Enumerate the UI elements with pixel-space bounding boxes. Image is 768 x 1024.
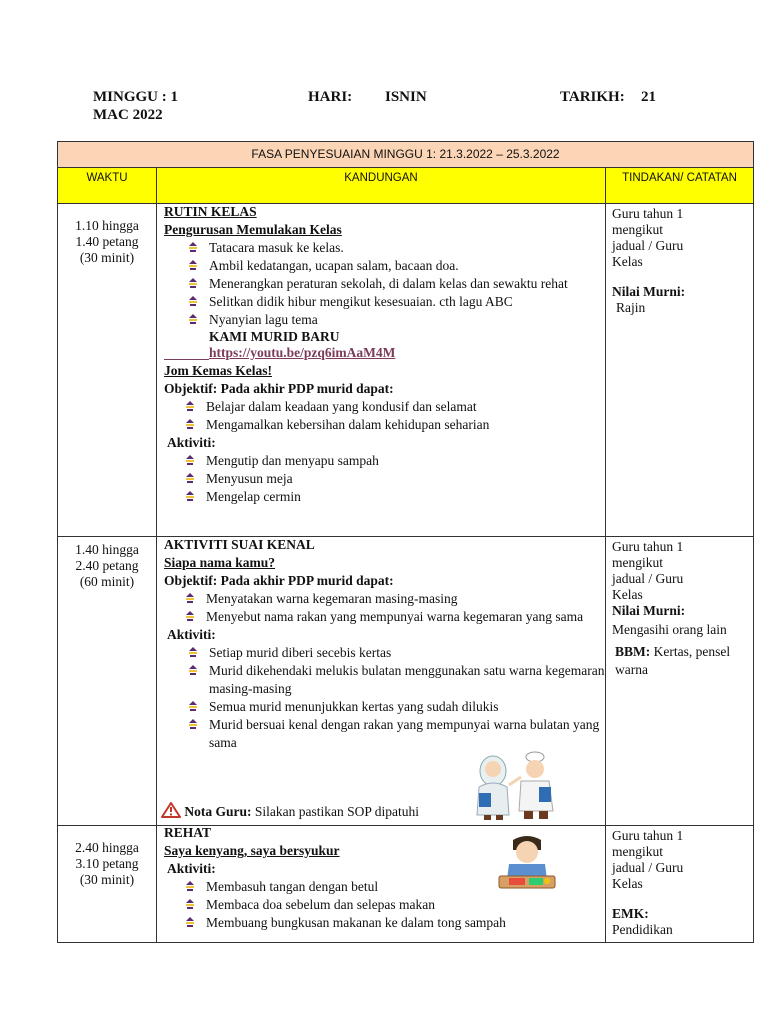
list-item: Menyebut nama rakan yang mempunyai warna kegemaran yang sama [181,608,605,626]
bullet-icon [185,881,195,891]
col-header-kandungan: KANDUNGAN [157,168,606,204]
nota-guru-label: Nota Guru: [184,804,252,819]
list-item: Ambil kedatangan, ucapan salam, bacaan doa. [184,257,605,275]
kandungan-cell [157,537,606,826]
objektif-label: Objektif: Pada akhir PDP murid dapat: [164,381,394,396]
table-row [58,537,754,826]
row-subheading: Saya kenyang, saya bersyukur [164,843,340,858]
table-title: FASA PENYESUAIAN MINGGU 1: 21.3.2022 – 25.3.2022 [58,142,754,168]
aktiviti-label: Aktiviti: [167,627,216,642]
lesson-plan-table [57,141,754,943]
row-subheading-2: Jom Kemas Kelas! [164,363,272,378]
bullet-icon [185,593,195,603]
bullet-icon [188,647,198,657]
list-item: Murid bersuai kenal dengan rakan yang mempunyai warna bulatan yang sama [184,716,605,752]
list-item: Belajar dalam keadaan yang kondusif dan selamat [181,398,605,416]
bullet-icon [185,473,195,483]
bbm-line: BBM: Kertas, pensel warna [615,644,731,677]
bullet-icon [188,701,198,711]
list-item: Selitkan didik hibur mengikut kesesuaian. cth lagu ABC [184,293,605,311]
aktiviti-label: Aktiviti: [167,435,216,450]
nota-guru-text: Silakan pastikan SOP dipatuhi [254,804,419,819]
nota-guru-line [161,802,419,821]
tindakan-cell: Guru tahun 1 mengikut jadual / Guru Kelas Nilai Murni: Rajin [606,204,754,537]
row-subheading: Pengurusan Memulakan Kelas [164,222,342,237]
list-item: Mengutip dan menyapu sampah [181,452,605,470]
tarikh-value: 21 [641,89,656,105]
bullet-icon [188,665,198,675]
objektif-label: Objektif: Pada akhir PDP murid dapat: [164,573,394,588]
waktu-cell: 1.10 hingga 1.40 petang (30 minit) [58,204,157,537]
list-item: Setiap murid diberi secebis kertas [184,644,605,662]
list-item: Membasuh tangan dengan betul [181,878,605,896]
list-item: Membaca doa sebelum dan selepas makan [181,896,605,914]
hari-label: HARI: [308,89,353,105]
row-heading: RUTIN KELAS [164,204,257,219]
emk-value: Pendidikan [612,922,673,937]
hari-value: ISNIN [385,89,427,105]
table-row [58,826,754,943]
bullet-icon [185,455,195,465]
tarikh-label: TARIKH: [560,89,625,105]
list-item: Tatacara masuk ke kelas. [184,239,605,257]
list-item: Membuang bungkusan makanan ke dalam tong sampah [181,914,605,932]
bullet-icon [185,491,195,501]
list-item: Menyusun meja [181,470,605,488]
list-item: Menyatakan warna kegemaran masing-masing [181,590,605,608]
bullet-icon [185,611,195,621]
list-item: Menerangkan peraturan sekolah, di dalam kelas dan sewaktu rehat [184,275,605,293]
col-header-tindakan: TINDAKAN/ CATATAN [606,168,754,204]
song-link-row [164,345,605,361]
list-item: Mengelap cermin [181,488,605,506]
bullet-icon [185,419,195,429]
youtube-link[interactable]: https://youtu.be/pzq6imAaM4M [209,345,396,360]
nilai-murni-label: Nilai Murni: [612,603,686,618]
list-item: Semua murid menunjukkan kertas yang sudah dilukis [184,698,605,716]
kandungan-cell [157,826,606,943]
tindakan-cell: Guru tahun 1 mengikut jadual / Guru Kelas Nilai Murni: Mengasihi orang lain BBM: Kertas, pensel warna [606,537,754,826]
bullet-icon [188,314,198,324]
table-row [58,204,754,537]
nilai-murni-label: Nilai Murni: [612,284,686,299]
tarikh-month-year: MAC 2022 [93,107,163,123]
minggu-label: MINGGU : 1 [93,89,178,105]
bullet-icon [188,242,198,252]
bullet-icon [185,401,195,411]
bullet-icon [188,278,198,288]
tindakan-cell: Guru tahun 1 mengikut jadual / Guru Kelas EMK: Pendidikan [606,826,754,943]
waktu-cell: 1.40 hingga 2.40 petang (60 minit) [58,537,157,826]
nilai-murni-value: Rajin [616,300,646,315]
bullet-icon [188,719,198,729]
bullet-icon [185,917,195,927]
link-underline [164,359,209,360]
list-item: Mengamalkan kebersihan dalam kehidupan seharian [181,416,605,434]
list-item: Murid dikehendaki melukis bulatan menggunakan satu warna kegemaran masing-masing [184,662,605,698]
bullet-icon [188,296,198,306]
bullet-icon [188,260,198,270]
col-header-waktu: WAKTU [58,168,157,204]
kandungan-cell [157,204,606,537]
row-heading: AKTIVITI SUAI KENAL [164,537,315,552]
row-heading: REHAT [164,825,212,840]
emk-label: EMK: [612,906,649,921]
list-item: Nyanyian lagu tema [184,311,605,329]
song-title: KAMI MURID BARU [209,329,340,344]
row-subheading: Siapa nama kamu? [164,555,276,570]
bullet-icon [185,899,195,909]
eating-student-illustration [495,834,559,892]
waktu-cell: 2.40 hingga 3.10 petang (30 minit) [58,826,157,943]
warning-icon [161,802,181,818]
aktiviti-label: Aktiviti: [167,861,216,876]
students-illustration [469,749,561,821]
nilai-murni-value: Mengasihi orang lain [612,622,727,637]
